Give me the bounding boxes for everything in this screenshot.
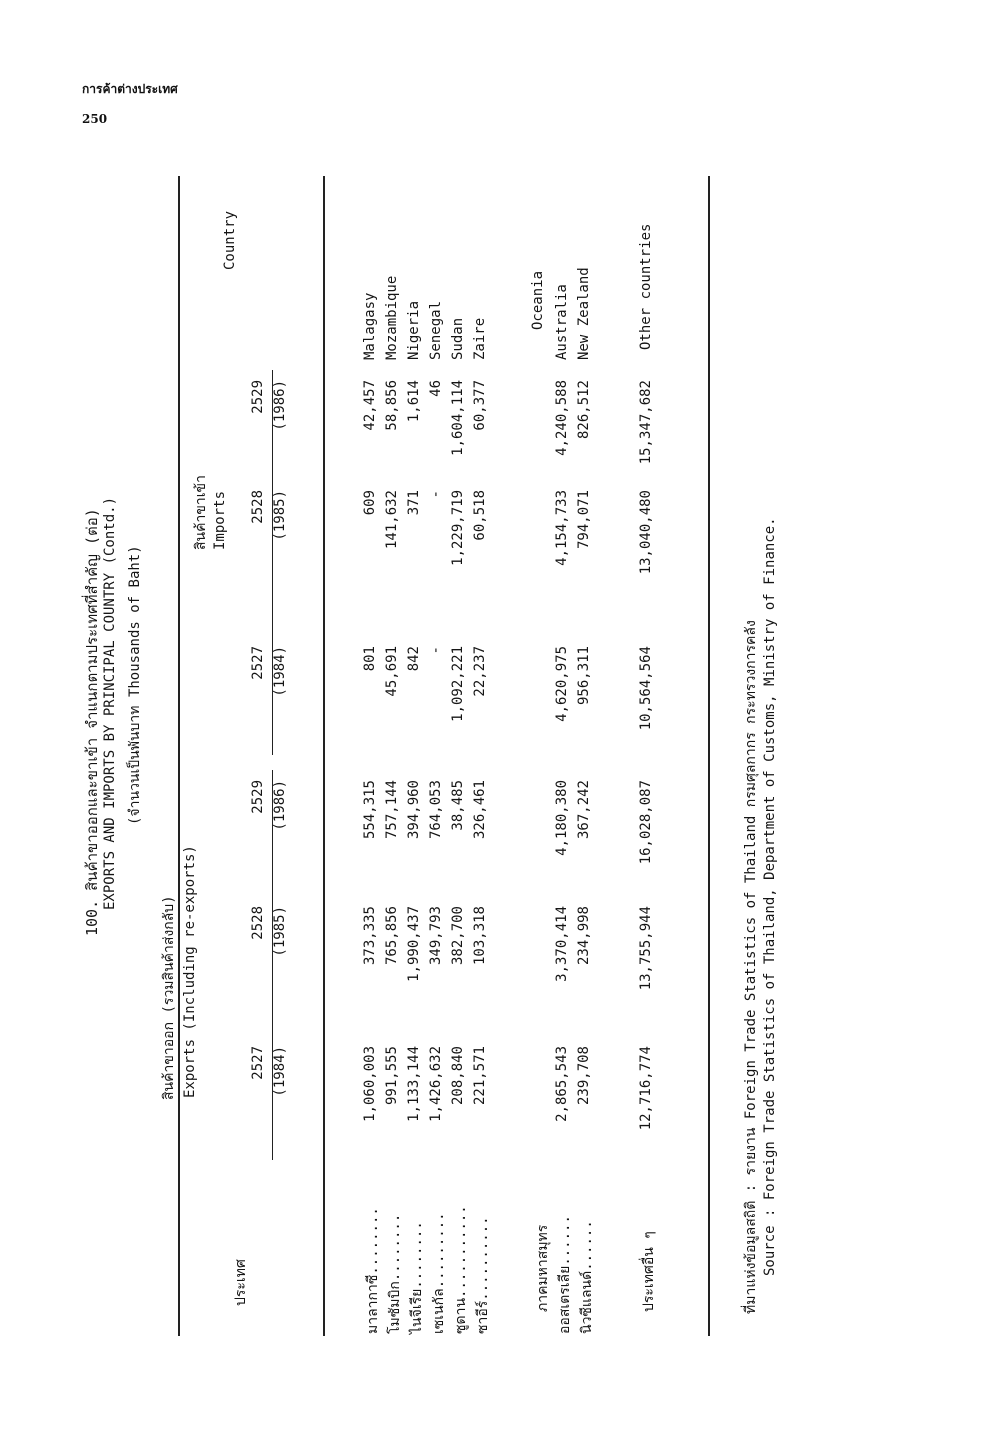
cell-value: 371	[406, 490, 422, 516]
cell-value: 1,990,437	[406, 906, 422, 982]
cell-value: 794,071	[576, 490, 592, 550]
cell-value: 16,028,087	[638, 780, 654, 865]
row-country-th: นิวซีแลนด์......	[579, 1220, 595, 1334]
cell-value: 239,708	[576, 1046, 592, 1106]
row-country-th: ไนจีเรีย........	[409, 1221, 425, 1334]
bottom-rule	[708, 176, 710, 1336]
year-be: 2528	[250, 906, 266, 940]
cell-value: 991,555	[384, 1046, 400, 1106]
year-ce: (1985)	[272, 906, 288, 957]
cell-value: 4,620,975	[554, 646, 570, 722]
exports-header-th: สินค้าขาออก (รวมสินค้าส่งกลับ)	[161, 895, 177, 1100]
row-country-th: มาลากาซี........	[365, 1207, 381, 1334]
year-ce: (1986)	[272, 780, 288, 831]
cell-value: 1,060,003	[362, 1046, 378, 1122]
cell-value: 373,335	[362, 906, 378, 966]
year-ce: (1984)	[272, 1046, 288, 1097]
cell-value: 1,092,221	[450, 646, 466, 722]
cell-value: 554,315	[362, 780, 378, 840]
cell-value: 764,053	[428, 780, 444, 840]
cell-value: 4,180,380	[554, 780, 570, 856]
row-country-th: ซาอีร์..........	[475, 1216, 491, 1334]
cell-value: 1,426,632	[428, 1046, 444, 1122]
table-title-en: EXPORTS AND IMPORTS BY PRINCIPAL COUNTRY (Contd.)	[102, 496, 118, 910]
cell-value: 141,632	[384, 490, 400, 550]
section-header: การค้าต่างประเทศ	[82, 82, 178, 96]
cell-value: 382,700	[450, 906, 466, 966]
row-country-en: Zaire	[472, 317, 488, 360]
row-country-th: เซเนกัล.........	[431, 1212, 447, 1334]
year-ce: (1986)	[272, 380, 288, 431]
cell-value: 4,240,588	[554, 380, 570, 456]
year-ce: (1985)	[272, 490, 288, 541]
page-number: 250	[82, 112, 108, 126]
cell-value: 15,347,682	[638, 380, 654, 465]
cell-value: 13,755,944	[638, 906, 654, 991]
cell-value: 609	[362, 490, 378, 516]
cell-value: 1,229,719	[450, 490, 466, 566]
cell-value: 367,242	[576, 780, 592, 840]
year-be: 2529	[250, 780, 266, 814]
cell-value: -	[428, 490, 444, 499]
source-note-en: Source : Foreign Trade Statistics of Thailand, Department of Customs, Ministry of Finance.	[762, 517, 778, 1276]
cell-value: 757,144	[384, 780, 400, 840]
region-header-th: ภาคมหาสมุทร	[535, 1224, 551, 1312]
col-country-th: ประเทศ	[233, 1259, 249, 1306]
row-country-th: โมซัมบิก........	[387, 1213, 403, 1334]
cell-value: 394,960	[406, 780, 422, 840]
source-note-th: ที่มาแห่งข้อมูลสถิติ : รายงาน Foreign Trade Statistics of Thailand กรมศุลกากร กระทรวงการคลัง	[743, 620, 759, 1314]
cell-value: 38,485	[450, 780, 466, 831]
cell-value: 221,571	[472, 1046, 488, 1106]
row-country-th: ประเทศอื่น ๆ	[641, 1231, 657, 1312]
top-rule	[178, 176, 180, 1336]
cell-value: 4,154,733	[554, 490, 570, 566]
cell-value: 58,856	[384, 380, 400, 431]
row-country-en: Nigeria	[406, 300, 422, 360]
rotated-table-page	[40, 80, 840, 1370]
table-unit: (จำนวนเป็นพันบาท Thousands of Baht)	[127, 545, 143, 825]
header-rule	[323, 176, 325, 1336]
table-title-th: 100. สินค้าขาออกและขาเข้า จำแนกตามประเทศที่สำคัญ (ต่อ)	[83, 508, 101, 936]
row-country-th: ซูดาน...........	[453, 1205, 469, 1334]
row-country-en: Australia	[554, 284, 570, 360]
cell-value: 208,840	[450, 1046, 466, 1106]
imports-header-en: Imports	[212, 490, 228, 550]
cell-value: 765,856	[384, 906, 400, 966]
cell-value: 1,133,144	[406, 1046, 422, 1122]
cell-value: 826,512	[576, 380, 592, 440]
cell-value: 842	[406, 646, 422, 672]
cell-value: 12,716,774	[638, 1046, 654, 1131]
cell-value: 956,311	[576, 646, 592, 706]
cell-value: 60,518	[472, 490, 488, 541]
cell-value: 60,377	[472, 380, 488, 431]
exports-header-en: Exports (Including re-exports)	[182, 845, 198, 1098]
cell-value: 103,318	[472, 906, 488, 966]
year-be: 2527	[250, 646, 266, 680]
year-be: 2529	[250, 380, 266, 414]
year-ce: (1984)	[272, 646, 288, 697]
cell-value: 2,865,543	[554, 1046, 570, 1122]
cell-value: 42,457	[362, 380, 378, 431]
cell-value: -	[428, 646, 444, 655]
row-country-en: New Zealand	[576, 267, 592, 360]
year-be: 2528	[250, 490, 266, 524]
imports-header-th: สินค้าขาเข้า	[193, 475, 209, 550]
col-country-en: Country	[222, 210, 238, 270]
row-country-en: Other countries	[638, 223, 654, 350]
cell-value: 13,040,480	[638, 490, 654, 575]
row-country-th: ออสเตรเลีย......	[557, 1215, 573, 1334]
cell-value: 45,691	[384, 646, 400, 697]
row-country-en: Senegal	[428, 300, 444, 360]
cell-value: 3,370,414	[554, 906, 570, 982]
row-country-en: Malagasy	[362, 292, 378, 360]
cell-value: 46	[428, 380, 444, 397]
cell-value: 1,614	[406, 380, 422, 423]
row-country-en: Sudan	[450, 317, 466, 360]
cell-value: 326,461	[472, 780, 488, 840]
cell-value: 1,604,114	[450, 380, 466, 456]
region-header-en: Oceania	[530, 270, 546, 330]
row-country-en: Mozambique	[384, 275, 400, 360]
cell-value: 22,237	[472, 646, 488, 697]
year-be: 2527	[250, 1046, 266, 1080]
cell-value: 234,998	[576, 906, 592, 966]
cell-value: 801	[362, 646, 378, 672]
cell-value: 349,793	[428, 906, 444, 966]
cell-value: 10,564,564	[638, 646, 654, 731]
